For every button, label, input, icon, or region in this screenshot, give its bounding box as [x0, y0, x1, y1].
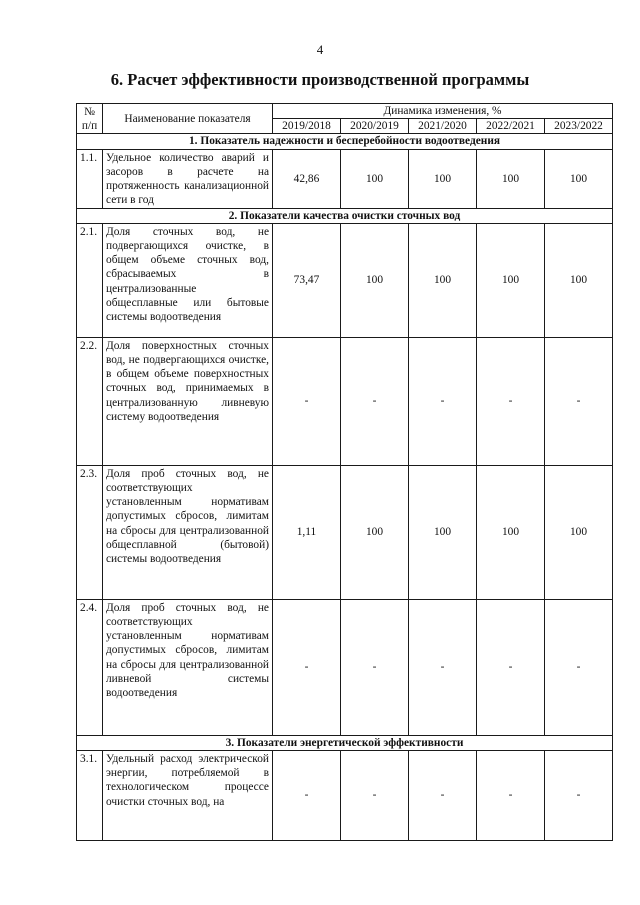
page-number: 4 — [316, 42, 324, 57]
value-cell: 100 — [477, 465, 545, 599]
value-cell: 1,11 — [273, 465, 341, 599]
row-number: 1.1. — [77, 149, 103, 208]
value-cell: 100 — [477, 149, 545, 208]
value-cell: - — [545, 599, 613, 735]
value-cell: - — [477, 337, 545, 465]
table-row — [77, 149, 613, 208]
value-cell: 100 — [477, 223, 545, 337]
value-cell: - — [273, 599, 341, 735]
value-cell: 100 — [409, 149, 477, 208]
table-row — [77, 465, 613, 599]
value-cell: 100 — [409, 223, 477, 337]
value-cell: - — [409, 751, 477, 841]
column-header-name: Наименование показателя — [103, 104, 273, 134]
value-cell: 100 — [341, 465, 409, 599]
section-row — [77, 208, 613, 223]
indicator-name: Доля сточных вод, не подвергающихся очистке, в общем объеме сточных вод, сбрасываемых в централизованные общесплавные или бытовые системы водоотведения — [103, 223, 273, 337]
row-number: 2.4. — [77, 599, 103, 735]
section-row — [77, 134, 613, 149]
row-number: 3.1. — [77, 751, 103, 841]
indicator-name: Доля поверхностных сточных вод, не подвергающихся очистке, в общем объеме поверхностных сточных вод, принимаемых в централизованную ливневую систему водоотведения — [103, 337, 273, 465]
column-header-year: 2022/2021 — [477, 119, 545, 134]
efficiency-table — [76, 103, 613, 841]
value-cell: 100 — [409, 465, 477, 599]
value-cell: - — [341, 751, 409, 841]
column-header-num: № п/п — [77, 104, 103, 134]
row-number: 2.1. — [77, 223, 103, 337]
value-cell: - — [545, 751, 613, 841]
value-cell: - — [477, 751, 545, 841]
column-header-year: 2023/2022 — [545, 119, 613, 134]
document-title: 6. Расчет эффективности производственной программы — [110, 70, 530, 89]
value-cell: 73,47 — [273, 223, 341, 337]
column-header-dynamics: Динамика изменения, % — [273, 104, 613, 119]
value-cell: - — [409, 599, 477, 735]
value-cell: 100 — [341, 149, 409, 208]
section-title: 2. Показатели качества очистки сточных вод — [77, 208, 613, 223]
value-cell: 100 — [545, 465, 613, 599]
value-cell: - — [341, 337, 409, 465]
value-cell: - — [341, 599, 409, 735]
indicator-name: Доля проб сточных вод, не соответствующих установленным нормативам допустимых сбросов, лимитам на сбросы для централизованной ливневой системы водоотведения — [103, 599, 273, 735]
table-row — [77, 223, 613, 337]
value-cell: - — [545, 337, 613, 465]
value-cell: 100 — [341, 223, 409, 337]
table-row — [77, 337, 613, 465]
value-cell: - — [409, 337, 477, 465]
table-row — [77, 599, 613, 735]
value-cell: 100 — [545, 149, 613, 208]
value-cell: 100 — [545, 223, 613, 337]
header-row — [77, 104, 613, 119]
indicator-name: Удельный расход электрической энергии, потребляемой в технологическом процессе очистки сточных вод, на — [103, 751, 273, 841]
value-cell: - — [273, 751, 341, 841]
section-title: 3. Показатели энергетической эффективности — [77, 735, 613, 750]
value-cell: - — [477, 599, 545, 735]
table-row — [77, 751, 613, 841]
column-header-year: 2019/2018 — [273, 119, 341, 134]
row-number: 2.3. — [77, 465, 103, 599]
column-header-year: 2021/2020 — [409, 119, 477, 134]
section-title: 1. Показатель надежности и бесперебойности водоотведения — [77, 134, 613, 149]
row-number: 2.2. — [77, 337, 103, 465]
indicator-name: Удельное количество аварий и засоров в расчете на протяженность канализационной сети в год — [103, 149, 273, 208]
indicator-name: Доля проб сточных вод, не соответствующих установленным нормативам допустимых сбросов, лимитам на сбросы для централизованной общесплавной (бытовой) системы водоотведения — [103, 465, 273, 599]
column-header-year: 2020/2019 — [341, 119, 409, 134]
value-cell: 42,86 — [273, 149, 341, 208]
section-row — [77, 735, 613, 750]
value-cell: - — [273, 337, 341, 465]
